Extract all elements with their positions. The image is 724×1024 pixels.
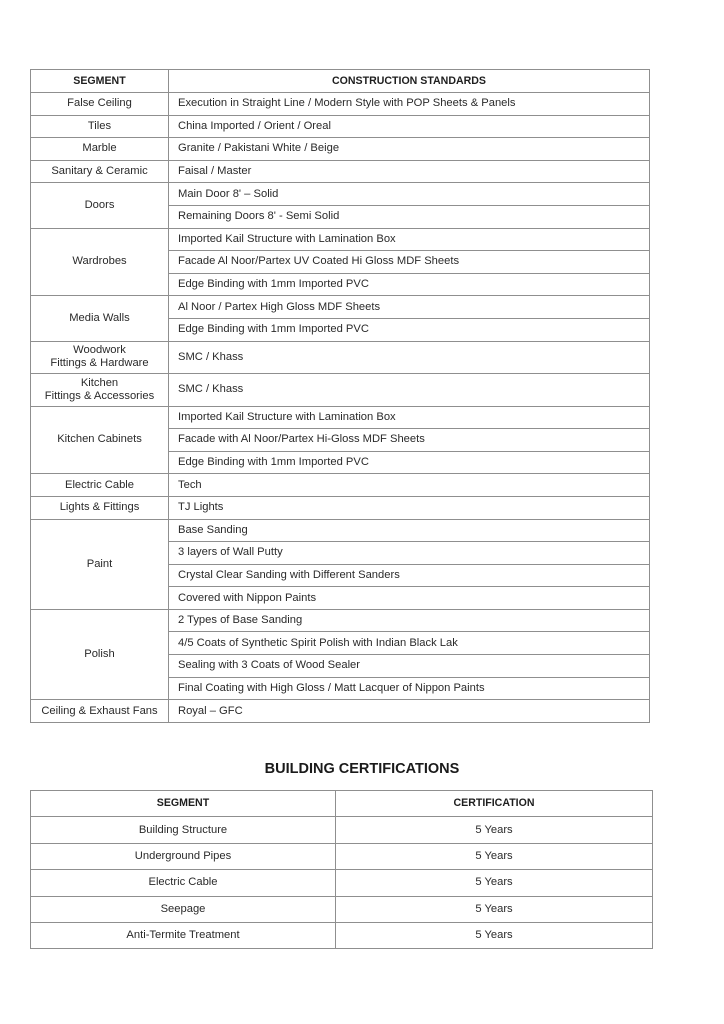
header-segment: SEGMENT	[31, 70, 169, 93]
segment-cell	[31, 341, 169, 374]
standard-cell: Al Noor / Partex High Gloss MDF Sheets	[169, 296, 650, 319]
segment-cell: Paint	[31, 519, 169, 609]
segment-cell: Electric Cable	[31, 474, 169, 497]
standards-table-body	[31, 93, 650, 723]
standard-cell: TJ Lights	[169, 496, 650, 519]
table-row	[31, 406, 650, 429]
table-row	[31, 474, 650, 497]
standard-cell: Main Door 8' – Solid	[169, 183, 650, 206]
segment-line: Fittings & Accessories	[44, 389, 155, 402]
section-title-building-certifications: BUILDING CERTIFICATIONS	[264, 761, 460, 777]
table-row	[31, 700, 650, 723]
table-row	[31, 496, 650, 519]
segment-cell: Tiles	[31, 115, 169, 138]
standard-cell: Faisal / Master	[169, 160, 650, 183]
segment-cell: Kitchen Cabinets	[31, 406, 169, 474]
table-row	[31, 843, 653, 869]
table-row	[31, 160, 650, 183]
segment-cell: Anti-Termite Treatment	[31, 922, 336, 948]
segment-cell: Lights & Fittings	[31, 496, 169, 519]
standard-cell: Tech	[169, 474, 650, 497]
segment-cell: Doors	[31, 183, 169, 228]
header-construction-standards: CONSTRUCTION STANDARDS	[169, 70, 650, 93]
standard-cell: Sealing with 3 Coats of Wood Sealer	[169, 655, 650, 678]
segment-cell: Underground Pipes	[31, 843, 336, 869]
segment-cell: Seepage	[31, 896, 336, 922]
standard-cell: Imported Kail Structure with Lamination Box	[169, 406, 650, 429]
segment-cell: False Ceiling	[31, 93, 169, 116]
standard-cell: Facade with Al Noor/Partex Hi-Gloss MDF Sheets	[169, 429, 650, 452]
standard-cell: Imported Kail Structure with Lamination Box	[169, 228, 650, 251]
segment-line: Kitchen	[80, 376, 119, 389]
table-row	[31, 609, 650, 632]
standard-cell: Base Sanding	[169, 519, 650, 542]
standard-cell: Granite / Pakistani White / Beige	[169, 138, 650, 161]
table-row	[31, 817, 653, 843]
standard-cell: Remaining Doors 8' - Semi Solid	[169, 205, 650, 228]
certification-cell: 5 Years	[336, 817, 653, 843]
certification-cell: 5 Years	[336, 870, 653, 896]
standard-cell: 2 Types of Base Sanding	[169, 609, 650, 632]
standard-cell: Final Coating with High Gloss / Matt Lacquer of Nippon Paints	[169, 677, 650, 700]
table-row	[31, 922, 653, 948]
standard-cell: 3 layers of Wall Putty	[169, 542, 650, 565]
table-row	[31, 115, 650, 138]
standard-cell: Edge Binding with 1mm Imported PVC	[169, 273, 650, 296]
table-row	[31, 341, 650, 374]
table-row	[31, 896, 653, 922]
certification-cell: 5 Years	[336, 896, 653, 922]
standard-cell: Execution in Straight Line / Modern Style with POP Sheets & Panels	[169, 93, 650, 116]
table-row	[31, 183, 650, 206]
building-certifications-table	[30, 790, 653, 949]
standard-cell: Crystal Clear Sanding with Different Sanders	[169, 564, 650, 587]
table-row	[31, 228, 650, 251]
segment-cell: Electric Cable	[31, 870, 336, 896]
table-row	[31, 138, 650, 161]
standard-cell: 4/5 Coats of Synthetic Spirit Polish with Indian Black Lak	[169, 632, 650, 655]
table-row	[31, 296, 650, 319]
standard-cell: SMC / Khass	[169, 374, 650, 407]
table-row	[31, 519, 650, 542]
standard-cell: Covered with Nippon Paints	[169, 587, 650, 610]
standard-cell: SMC / Khass	[169, 341, 650, 374]
segment-cell	[31, 374, 169, 407]
segment-cell: Wardrobes	[31, 228, 169, 296]
segment-cell: Marble	[31, 138, 169, 161]
segment-line: Fittings & Hardware	[50, 357, 149, 370]
certification-cell: 5 Years	[336, 843, 653, 869]
table-header-row	[31, 791, 653, 817]
certification-cell: 5 Years	[336, 922, 653, 948]
table-row	[31, 93, 650, 116]
segment-cell: Building Structure	[31, 817, 336, 843]
table-header-row	[31, 70, 650, 93]
standard-cell: Royal – GFC	[169, 700, 650, 723]
segment-line: Woodwork	[73, 344, 126, 357]
standard-cell: Facade Al Noor/Partex UV Coated Hi Gloss MDF Sheets	[169, 251, 650, 274]
segment-cell: Sanitary & Ceramic	[31, 160, 169, 183]
construction-standards-table	[30, 69, 650, 723]
certifications-table-body	[31, 817, 653, 949]
header-certification: CERTIFICATION	[336, 791, 653, 817]
header-segment: SEGMENT	[31, 791, 336, 817]
segment-cell: Polish	[31, 609, 169, 699]
table-row	[31, 374, 650, 407]
segment-cell: Ceiling & Exhaust Fans	[31, 700, 169, 723]
segment-cell: Media Walls	[31, 296, 169, 341]
standard-cell: Edge Binding with 1mm Imported PVC	[169, 451, 650, 474]
standard-cell: Edge Binding with 1mm Imported PVC	[169, 318, 650, 341]
standard-cell: China Imported / Orient / Oreal	[169, 115, 650, 138]
table-row	[31, 870, 653, 896]
